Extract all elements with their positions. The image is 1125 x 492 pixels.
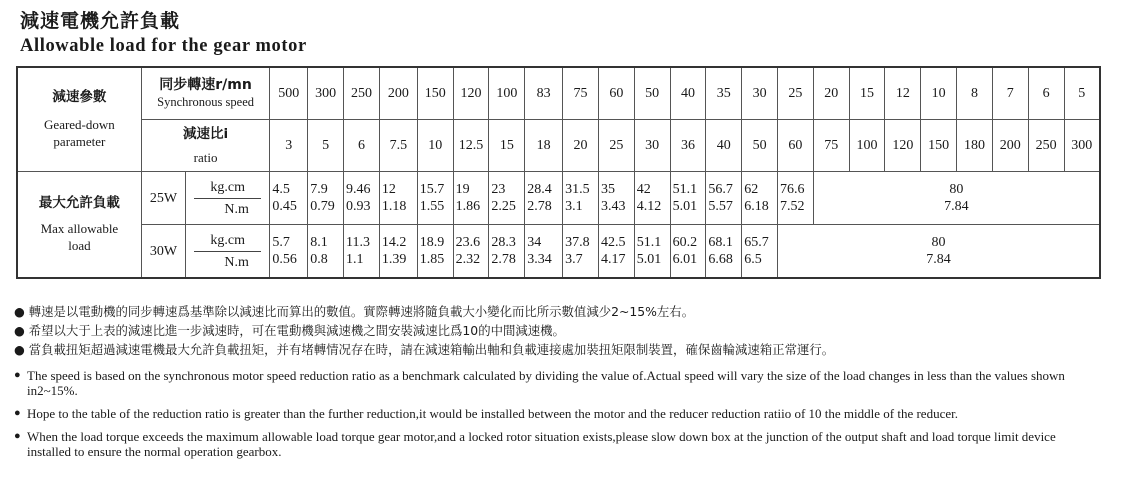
unit-nm: N.m <box>224 254 249 270</box>
ratio-value: 150 <box>921 120 957 172</box>
load-value-cell <box>379 172 417 225</box>
ratio-value: 200 <box>992 120 1028 172</box>
load-kgcm: 42.5 <box>600 235 626 250</box>
load-kgcm: 23 <box>491 182 506 197</box>
load-nm: 1.39 <box>381 252 407 267</box>
ratio-value: 100 <box>849 120 885 172</box>
title-english: Allowable load for the gear motor <box>20 36 307 56</box>
load-value-cell <box>489 172 525 225</box>
load-nm: 4.17 <box>600 252 626 267</box>
ratio-value: 10 <box>417 120 453 172</box>
speed-value: 200 <box>379 67 417 120</box>
load-nm: 0.79 <box>310 199 335 214</box>
max-allowable-load-header <box>17 172 141 279</box>
bullet-icon: ● <box>14 407 21 419</box>
allowable-load-table <box>16 66 1101 279</box>
load-nm: 7.84 <box>944 199 969 214</box>
load-kgcm: 28.4 <box>527 182 552 197</box>
load-nm: 6.5 <box>744 252 762 267</box>
load-value-cell <box>344 225 380 279</box>
ratio-value: 180 <box>957 120 993 172</box>
param-label-en-2: parameter <box>53 134 106 149</box>
note-en-2 <box>14 406 1084 421</box>
param-label-en-1: Geared-down <box>44 117 115 132</box>
load-kgcm: 4.5 <box>272 182 290 197</box>
ratio-header <box>141 120 270 172</box>
load-kgcm: 12 <box>381 182 396 197</box>
load-value-cell-merged <box>813 172 1100 225</box>
load-kgcm: 9.46 <box>346 182 371 197</box>
unit-cell-25w <box>186 172 270 225</box>
ratio-value: 7.5 <box>379 120 417 172</box>
ratio-value: 300 <box>1064 120 1100 172</box>
speed-value: 120 <box>453 67 489 120</box>
speed-value: 5 <box>1064 67 1100 120</box>
load-kgcm: 5.7 <box>272 235 290 250</box>
load-value-cell <box>453 225 489 279</box>
load-value-cell <box>742 172 778 225</box>
ratio-value: 50 <box>742 120 778 172</box>
load-kgcm: 65.7 <box>744 235 769 250</box>
load-value-cell <box>598 225 634 279</box>
load-nm: 1.85 <box>419 252 445 267</box>
speed-value: 75 <box>563 67 599 120</box>
load-nm: 6.01 <box>672 252 698 267</box>
load-nm: 2.78 <box>491 252 516 267</box>
load-nm: 3.34 <box>527 252 552 267</box>
unit-nm: N.m <box>224 201 249 217</box>
speed-value: 500 <box>270 67 308 120</box>
speed-value: 60 <box>598 67 634 120</box>
speed-value: 10 <box>921 67 957 120</box>
load-nm: 0.8 <box>310 252 328 267</box>
unit-kgcm: kg.cm <box>194 179 261 199</box>
load-kgcm: 42 <box>636 182 651 197</box>
load-value-cell <box>525 172 563 225</box>
ratio-label-zh: 減速比i <box>182 125 229 142</box>
load-value-cell <box>563 225 599 279</box>
load-nm: 1.1 <box>346 252 364 267</box>
ratio-value: 6 <box>344 120 380 172</box>
ratio-value: 3 <box>270 120 308 172</box>
load-value-cell <box>344 172 380 225</box>
ratio-value: 75 <box>813 120 849 172</box>
load-kgcm: 51.1 <box>672 182 698 197</box>
load-kgcm: 8.1 <box>310 235 328 250</box>
load-kgcm: 76.6 <box>780 182 805 197</box>
load-kgcm: 62 <box>744 182 759 197</box>
load-kgcm: 11.3 <box>346 235 371 250</box>
speed-value: 100 <box>489 67 525 120</box>
load-kgcm: 19 <box>455 182 470 197</box>
speed-value: 50 <box>634 67 670 120</box>
speed-value: 300 <box>308 67 344 120</box>
load-value-cell <box>598 172 634 225</box>
speed-value: 15 <box>849 67 885 120</box>
load-nm: 3.43 <box>600 199 626 214</box>
max-load-label-en-2: load <box>68 238 91 253</box>
load-value-cell <box>270 172 308 225</box>
load-nm: 6.68 <box>708 252 733 267</box>
ratio-value: 20 <box>563 120 599 172</box>
speed-value: 25 <box>778 67 814 120</box>
load-nm: 1.55 <box>419 199 445 214</box>
param-label-zh: 減速參數 <box>52 89 107 105</box>
speed-value: 83 <box>525 67 563 120</box>
load-kgcm: 35 <box>600 182 615 197</box>
ratio-label-en: ratio <box>193 149 218 165</box>
speed-value: 250 <box>344 67 380 120</box>
bullet-icon: ● <box>14 369 21 381</box>
speed-value: 30 <box>742 67 778 120</box>
note-en-1 <box>14 368 1084 398</box>
load-value-cell <box>634 172 670 225</box>
load-nm: 7.52 <box>780 199 805 214</box>
bullet-icon: ● <box>14 430 21 442</box>
load-nm: 2.78 <box>527 199 552 214</box>
load-kgcm: 7.9 <box>310 182 328 197</box>
speed-value: 7 <box>992 67 1028 120</box>
speed-value: 40 <box>670 67 706 120</box>
load-kgcm: 15.7 <box>419 182 445 197</box>
synchronous-speed-header <box>141 67 270 120</box>
load-nm: 5.01 <box>636 252 662 267</box>
ratio-value: 40 <box>706 120 742 172</box>
ratio-value: 30 <box>634 120 670 172</box>
unit-cell-30w <box>186 225 270 279</box>
load-kgcm: 31.5 <box>565 182 590 197</box>
load-value-cell-merged <box>778 225 1100 279</box>
speed-value: 8 <box>957 67 993 120</box>
ratio-value: 15 <box>489 120 525 172</box>
load-value-cell <box>308 225 344 279</box>
note-zh-1: ● 轉速是以電動機的同步轉速爲基準除以減速比而算出的數值。實際轉速將隨負載大小變化而比所示數值減少2~15%左右。 <box>14 304 695 319</box>
geared-down-parameter-header <box>17 67 141 172</box>
ratio-value: 120 <box>885 120 921 172</box>
note-en-1-text: The speed is based on the synchronous motor speed reduction ratio as a benchmark calculated by dividing the value of.Actual speed will vary the size of the load changes in less than the values shown in2~15%. <box>27 368 1065 398</box>
note-en-3 <box>14 429 1084 459</box>
load-kgcm: 80 <box>931 235 946 250</box>
load-kgcm: 56.7 <box>708 182 733 197</box>
load-kgcm: 34 <box>527 235 542 250</box>
speed-value: 150 <box>417 67 453 120</box>
sync-label-en: Synchronous speed <box>157 94 254 109</box>
load-kgcm: 28.3 <box>491 235 516 250</box>
load-nm: 2.32 <box>455 252 481 267</box>
load-value-cell <box>489 225 525 279</box>
load-nm: 1.86 <box>455 199 481 214</box>
load-value-cell <box>778 172 814 225</box>
note-zh-3: ● 當負載扭矩超過減速電機最大允許負載扭矩，并有堵轉情况存在時，請在減速箱輸出軸和負載連接處加裝扭矩限制裝置，確保齒輪減速箱正常運行。 <box>14 342 835 357</box>
load-value-cell <box>670 172 706 225</box>
load-value-cell <box>417 172 453 225</box>
load-nm: 5.57 <box>708 199 733 214</box>
notes-chinese <box>14 302 834 359</box>
load-value-cell <box>379 225 417 279</box>
title-chinese: 減速電機允許負載 <box>20 10 181 32</box>
power-30w: 30W <box>141 225 185 279</box>
max-load-label-zh: 最大允許負載 <box>38 195 120 211</box>
speed-value: 20 <box>813 67 849 120</box>
ratio-value: 12.5 <box>453 120 489 172</box>
load-kgcm: 14.2 <box>381 235 407 250</box>
notes-english <box>14 368 1084 467</box>
load-kgcm: 51.1 <box>636 235 662 250</box>
load-value-cell <box>634 225 670 279</box>
load-value-cell <box>270 225 308 279</box>
load-kgcm: 37.8 <box>565 235 590 250</box>
ratio-value: 25 <box>598 120 634 172</box>
load-nm: 3.1 <box>565 199 583 214</box>
unit-kgcm: kg.cm <box>194 232 261 252</box>
load-nm: 2.25 <box>491 199 516 214</box>
ratio-value: 18 <box>525 120 563 172</box>
speed-value: 35 <box>706 67 742 120</box>
load-kgcm: 80 <box>949 182 964 197</box>
ratio-value: 250 <box>1028 120 1064 172</box>
load-kgcm: 60.2 <box>672 235 698 250</box>
power-25w: 25W <box>141 172 185 225</box>
load-kgcm: 23.6 <box>455 235 481 250</box>
load-value-cell <box>706 225 742 279</box>
load-value-cell <box>706 172 742 225</box>
load-kgcm: 68.1 <box>708 235 733 250</box>
load-nm: 6.18 <box>744 199 769 214</box>
speed-value: 6 <box>1028 67 1064 120</box>
load-nm: 1.18 <box>381 199 407 214</box>
load-value-cell <box>563 172 599 225</box>
max-load-label-en-1: Max allowable <box>40 221 119 236</box>
ratio-value: 36 <box>670 120 706 172</box>
note-zh-2: ● 希望以大于上表的減速比進一步減速時，可在電動機與減速機之間安裝減速比爲10的中間減速機。 <box>14 323 565 338</box>
load-nm: 4.12 <box>636 199 662 214</box>
load-nm: 0.93 <box>346 199 371 214</box>
load-nm: 7.84 <box>926 252 951 267</box>
load-value-cell <box>525 225 563 279</box>
load-nm: 0.56 <box>272 252 297 267</box>
load-nm: 0.45 <box>272 199 297 214</box>
sync-label-zh: 同步轉速r/mn <box>159 76 252 93</box>
ratio-value: 5 <box>308 120 344 172</box>
load-value-cell <box>453 172 489 225</box>
speed-value: 12 <box>885 67 921 120</box>
ratio-value: 60 <box>778 120 814 172</box>
load-kgcm: 18.9 <box>419 235 445 250</box>
load-value-cell <box>742 225 778 279</box>
load-value-cell <box>670 225 706 279</box>
load-value-cell <box>308 172 344 225</box>
note-en-2-text: Hope to the table of the reduction ratio is greater than the further reduction,it would be installed between the motor and the reducer reduction ratiio of 10 the middle of the reducer. <box>27 406 958 421</box>
load-nm: 3.7 <box>565 252 583 267</box>
note-en-3-text: When the load torque exceeds the maximum allowable load torque gear motor,and a locked rotor situation exists,please slow down box at the junction of the output shaft and load torque limit device installed to ensure the normal operation gearbox. <box>27 429 1056 459</box>
load-value-cell <box>417 225 453 279</box>
load-nm: 5.01 <box>672 199 698 214</box>
